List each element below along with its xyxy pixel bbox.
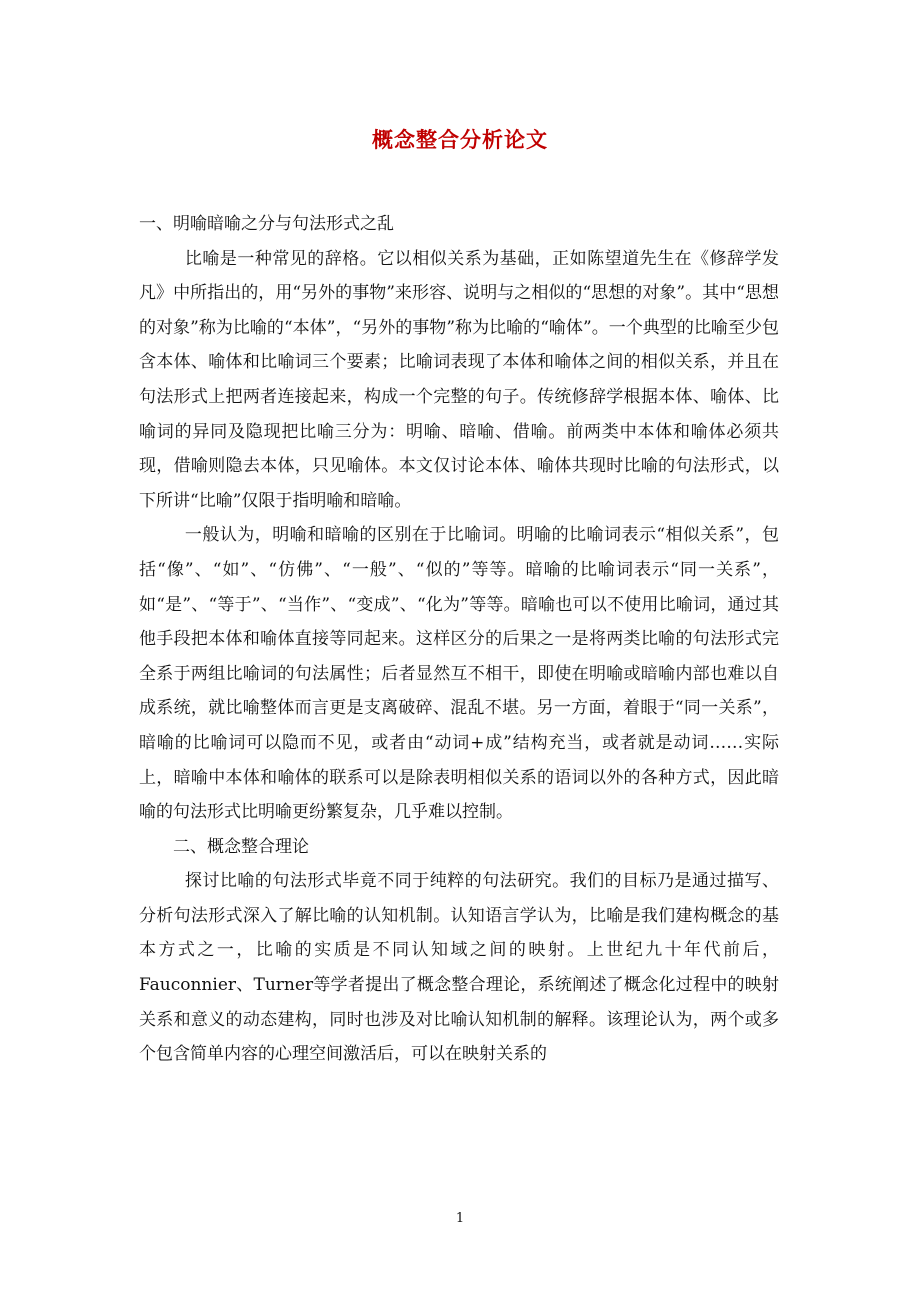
page-number: 1 <box>455 1211 465 1226</box>
section-heading-1: 一、明喻暗喻之分与句法形式之乱 <box>139 214 394 234</box>
paragraph-1: 比喻是一种常见的辞格。它以相似关系为基础，正如陈望道先生在《修辞学发凡》中所指出的，用“另外的事物”来形容、说明与之相似的“思想的对象”。其中“思想的对象”称为比喻的“本体”，“另外的事物”称为比喻的“喻体”。一个典型的比喻至少包含本体、喻体和比喻词三个要素；比喻词表现了本体和喻体之间的相似关系，并且在句法形式上把两者连接起来，构成一个完整的句子。传统修辞学根据本体、喻体、比喻词的异同及隐现把比喻三分为：明喻、暗喻、借喻。前两类中本体和喻体必须共现，借喻则隐去本体，只见喻体。本文仅讨论本体、喻体共现时比喻的句法形式，以下所讲“比喻”仅限于指明喻和暗喻。 <box>139 248 779 511</box>
document-body <box>139 207 779 1072</box>
paragraph-3: 探讨比喻的句法形式毕竟不同于纯粹的句法研究。我们的目标乃是通过描写、分析句法形式深入了解比喻的认知机制。认知语言学认为，比喻是我们建构概念的基本方式之一，比喻的实质是不同认知域之间的映射。上世纪九十年代前后，Fauconnier、Turner等学者提出了概念整合理论，系统阐述了概念化过程中的映射关系和意义的动态建构，同时也涉及对比喻认知机制的解释。该理论认为，两个或多个包含简单内容的心理空间激活后，可以在映射关系的 <box>139 871 779 1065</box>
section-heading-2: 二、概念整合理论 <box>173 836 309 857</box>
document-title: 概念整合分析论文 <box>372 127 548 152</box>
paragraph-2: 一般认为，明喻和暗喻的区别在于比喻词。明喻的比喻词表示“相似关系”，包括“像”、“如”、“仿佛”、“一般”、“似的”等等。暗喻的比喻词表示“同一关系”，如“是”、“等于”、“当作”、“变成”、“化为”等等。暗喻也可以不使用比喻词，通过其他手段把本体和喻体直接等同起来。这样区分的后果之一是将两类比喻的句法形式完全系于两组比喻词的句法属性；后者显然互不相干，即使在明喻或暗喻内部也难以自成系统，就比喻整体而言更是支离破碎、混乱不堪。另一方面，着眼于“同一关系”，暗喻的比喻词可以隐而不见，或者由“动词+成”结构充当，或者就是动词……实际上，暗喻中本体和喻体的联系可以是除表明相似关系的语词以外的各种方式，因此暗喻的句法形式比明喻更纷繁复杂，几乎难以控制。 <box>139 525 779 823</box>
